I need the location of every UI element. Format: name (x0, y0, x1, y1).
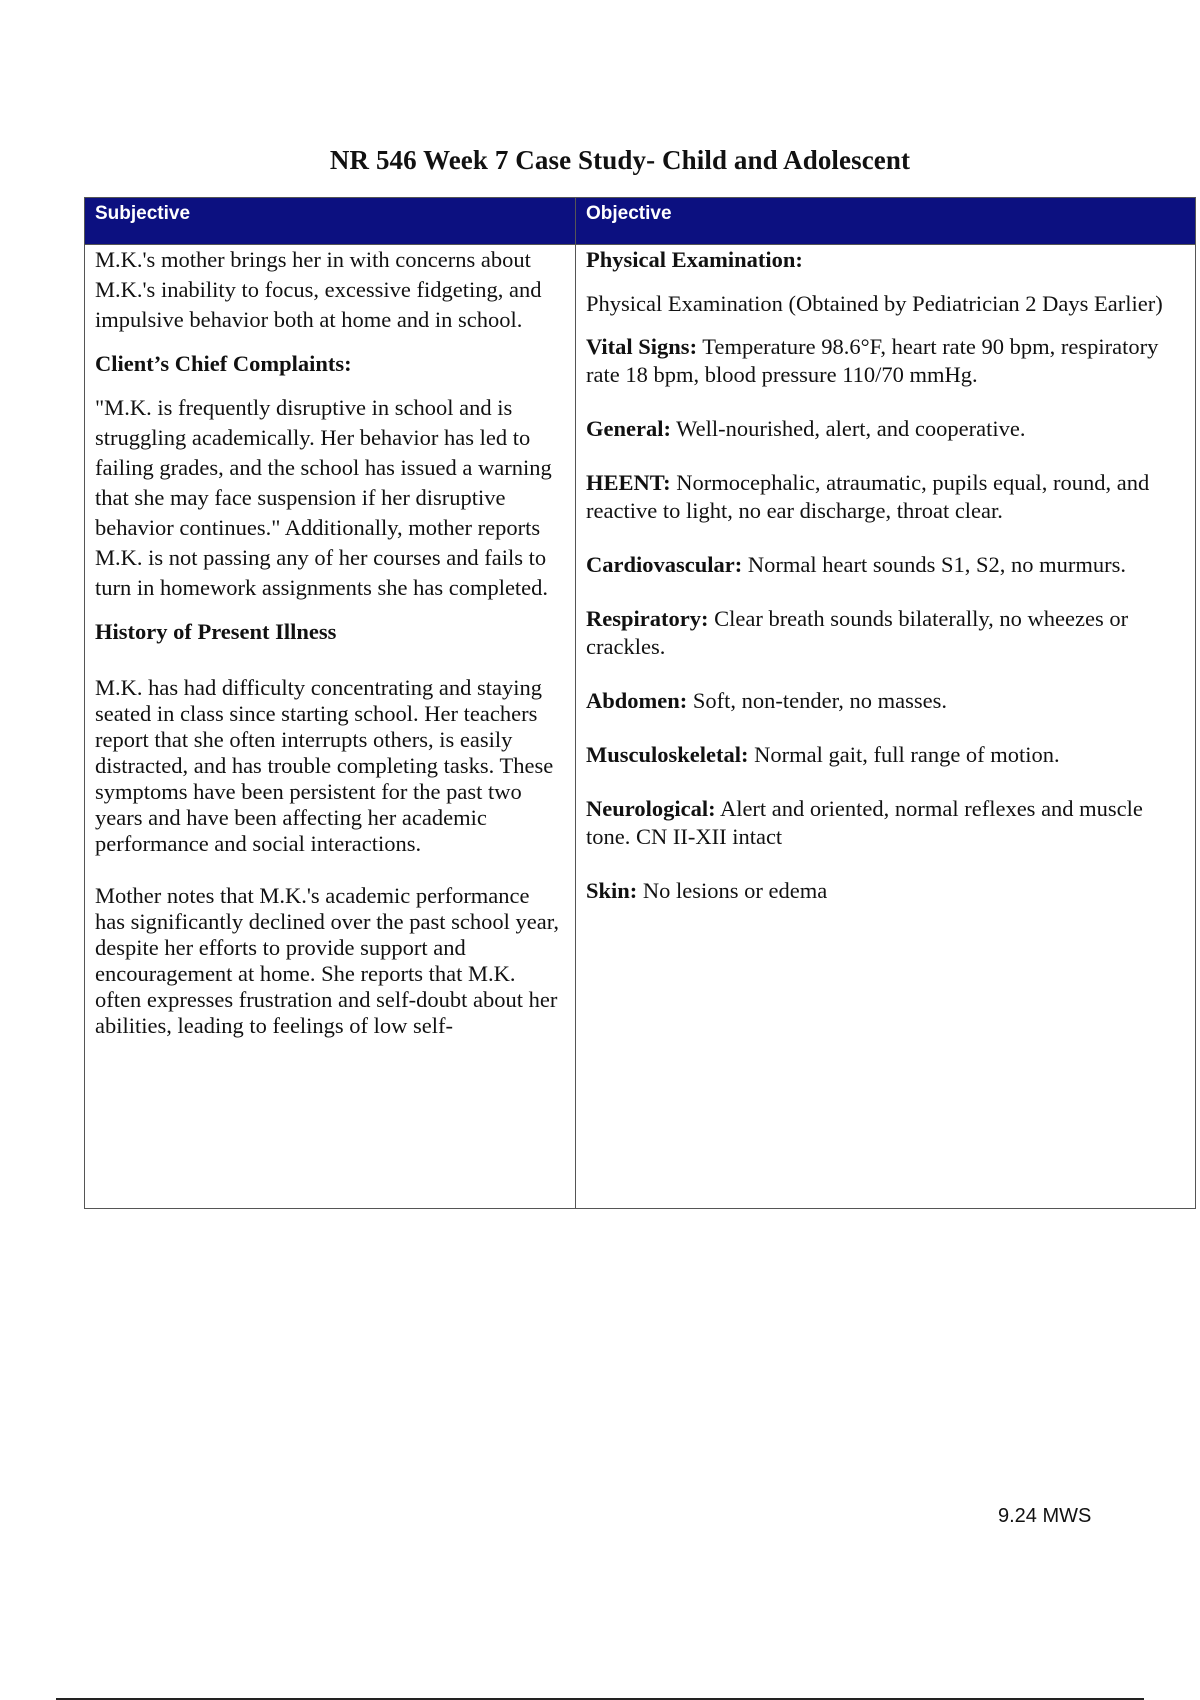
finding-abdomen (586, 687, 1185, 715)
hpi-spacer (95, 661, 565, 675)
findings-list (586, 333, 1185, 905)
finding-neurological (586, 795, 1185, 851)
finding-vital-signs (586, 333, 1185, 389)
finding-label: Skin: (586, 878, 638, 903)
subjective-intro: M.K.'s mother brings her in with concerns about M.K.'s inability to focus, excessive fidgeting, and impulsive behavior both at home and in school. (95, 247, 542, 332)
finding-label: Respiratory: (586, 606, 709, 631)
finding-skin (586, 877, 1185, 905)
hpi-paragraph-1: M.K. has had difficulty concentrating and staying seated in class since starting school. Her teachers report that she often interrupts others, is easily distracted, and has trouble completing tasks. These symptoms have been persistent for the past two years and have been affecting her academic performance and social interactions. (95, 675, 554, 856)
subjective-header: Subjective (85, 198, 576, 244)
objective-header: Objective (586, 203, 672, 224)
finding-heent (586, 469, 1185, 525)
finding-text: Normal heart sounds S1, S2, no murmurs. (742, 552, 1126, 577)
finding-text: Normocephalic, atraumatic, pupils equal, round, and reactive to light, no ear discharge, throat clear. (586, 470, 1150, 523)
finding-label: Musculoskeletal: (586, 742, 749, 767)
hpi-paragraph-2: Mother notes that M.K.'s academic performance has significantly declined over the past school year, despite her efforts to provide support and encouragement at home. She reports that M.K. often expresses frustration and self-doubt about her abilities, leading to feelings of low self- (95, 883, 559, 1038)
finding-musculoskeletal (586, 741, 1185, 769)
finding-text: Normal gait, full range of motion. (748, 742, 1060, 767)
finding-text: No lesions or edema (637, 878, 828, 903)
table-header-row (85, 198, 1195, 245)
physical-exam-heading: Physical Examination: (586, 247, 803, 272)
physical-exam-note: Physical Examination (Obtained by Pediatrician 2 Days Earlier) (586, 291, 1163, 316)
case-study-table (84, 197, 1196, 1209)
chief-complaints-heading: Client’s Chief Complaints: (95, 351, 352, 376)
finding-general (586, 415, 1185, 443)
finding-label: Abdomen: (586, 688, 688, 713)
document-title: NR 546 Week 7 Case Study- Child and Adolescent (329, 145, 911, 175)
finding-label: General: (586, 416, 671, 441)
table-body-row (85, 245, 1195, 1208)
finding-respiratory (586, 605, 1185, 661)
finding-text: Clear breath sounds bilaterally, no wheezes or crackles. (586, 606, 1129, 659)
chief-complaints-text: "M.K. is frequently disruptive in school and is struggling academically. Her behavior has led to failing grades, and the school has issued a warning that she may face suspension if her disruptive behavior continues." Additionally, mother reports M.K. is not passing any of her courses and fails to turn in homework assignments she has completed. (95, 395, 552, 600)
finding-text: Temperature 98.6°F, heart rate 90 bpm, respiratory rate 18 bpm, blood pressure 110/70 mmHg. (586, 334, 1159, 387)
objective-cell (576, 245, 1195, 1208)
finding-text: Well-nourished, alert, and cooperative. (670, 416, 1026, 441)
finding-text: Alert and oriented, normal reflexes and muscle tone. CN II-XII intact (586, 796, 1143, 849)
finding-label: Cardiovascular: (586, 552, 743, 577)
finding-label: Neurological: (586, 796, 716, 821)
finding-text: Soft, non-tender, no masses. (687, 688, 947, 713)
finding-label: HEENT: (586, 470, 671, 495)
finding-label: Vital Signs: (586, 334, 698, 359)
footer-code: 9.24 MWS (998, 1505, 1092, 1527)
finding-cardiovascular (586, 551, 1185, 579)
hpi-heading: History of Present Illness (95, 619, 337, 644)
subjective-cell (85, 245, 576, 1208)
